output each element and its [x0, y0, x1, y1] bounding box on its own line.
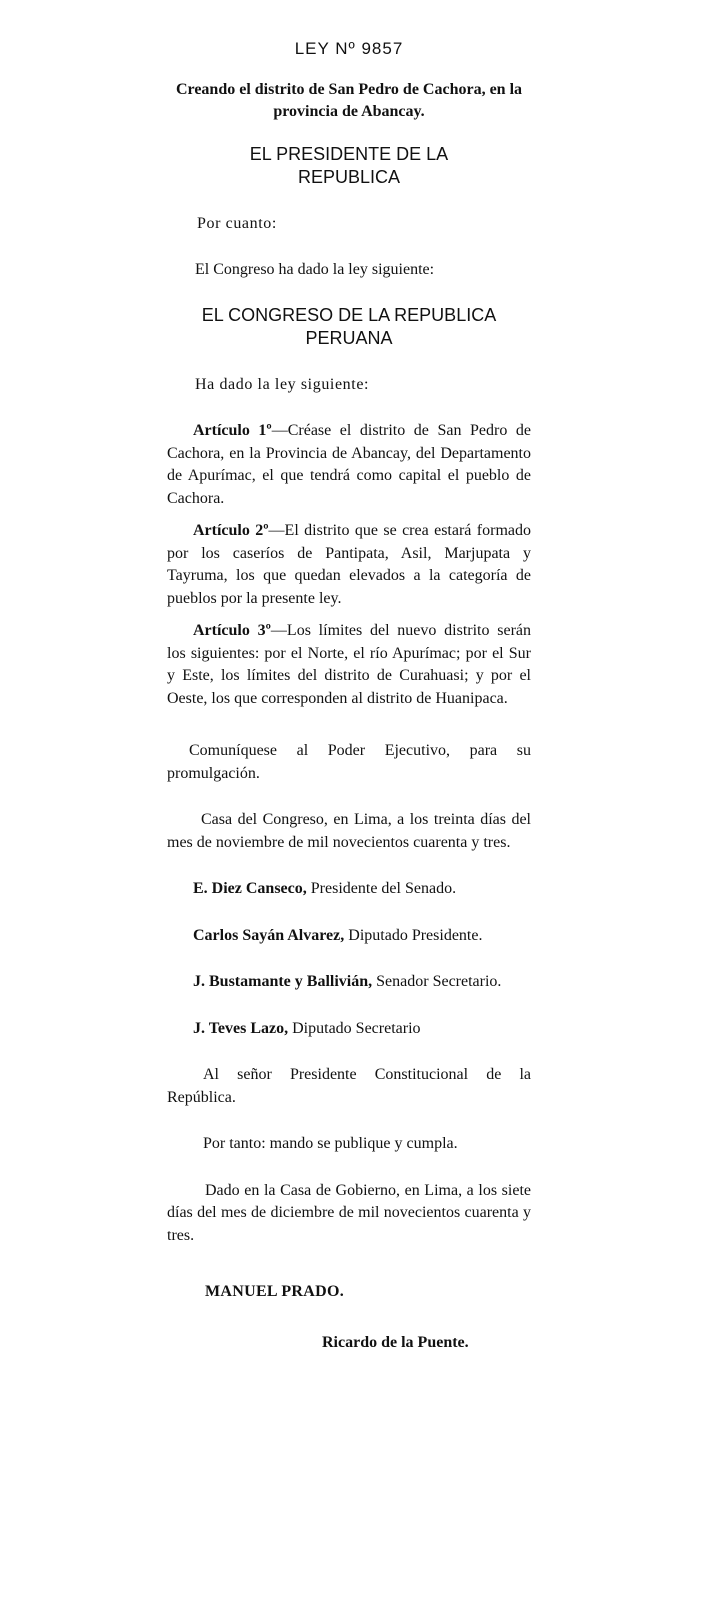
article-1-label: Artículo 1º [193, 422, 272, 439]
por-cuanto: Por cuanto: [197, 214, 277, 232]
article-1-text: —Créase el distrito de San Pedro de Cachora, en la Provincia de Abancay, del Departamento de Apurímac, el que tendrá como capital el pueblo de Cachora. [167, 422, 531, 507]
signatory-1-name: E. Diez Canseco, [193, 880, 307, 897]
ha-dado: Ha dado la ley siguiente: [195, 375, 370, 393]
casa-congreso: Casa del Congreso, en Lima, a los treinta días del mes de noviembre de mil novecientos cuarenta y tres. [167, 811, 531, 851]
article-3-label: Artículo 3º [193, 622, 271, 639]
signatory-1-role: Presidente del Senado. [310, 880, 457, 897]
dado-en: Dado en la Casa de Gobierno, en Lima, a los siete días del mes de diciembre de mil novecientos cuarenta y tres. [167, 1181, 531, 1244]
signatory-3-name: J. Bustamante y Ballivián, [193, 973, 373, 990]
signatory-4-role: Diputado Secretario [292, 1019, 421, 1037]
signatory-4 [167, 1018, 531, 1041]
signatory-2-role: Diputado Presidente. [348, 926, 483, 944]
congress-heading: EL CONGRESO DE LA REPUBLICA PERUANA [201, 304, 497, 348]
signature-ricardo-de-la-puente: Ricardo de la Puente. [322, 1333, 469, 1351]
article-3-text: —Los límites del nuevo distrito serán los siguientes: por el Norte, el río Apurímac; por el Sur y Este, los límites del distrito de Curahuasi; y por el Oeste, los que corresponden al distrito de Huanipaca. [167, 622, 532, 707]
signature-manuel-prado: MANUEL PRADO. [205, 1283, 345, 1300]
signatory-1 [167, 878, 531, 901]
law-subtitle: Creando el distrito de San Pedro de Cachora, en la provincia de Abancay. [175, 80, 523, 120]
signatory-4-name: J. Teves Lazo, [193, 1019, 289, 1037]
signatory-3-role: Senador Secretario. [376, 973, 502, 990]
signatory-2 [167, 925, 531, 948]
law-column [167, 0, 531, 1354]
article-2-label: Artículo 2º [193, 522, 269, 539]
article-2 [167, 520, 531, 610]
comuniquese: Comuníquese al Poder Ejecutivo, para su promulgación. [167, 742, 531, 782]
al-senor: Al señor Presidente Constitucional de la República. [167, 1066, 531, 1106]
article-3 [167, 620, 531, 710]
signatory-2-name: Carlos Sayán Alvarez, [193, 926, 345, 944]
article-1 [167, 420, 531, 510]
congress-gave: El Congreso ha dado la ley siguiente: [195, 261, 435, 278]
article-2-text: —El distrito que se crea estará formado por los caseríos de Pantipata, Asil, Marjupata y Tayruma, los que quedan elevados a la categoría de pueblos por la presente ley. [167, 522, 532, 607]
law-number: LEY Nº 9857 [294, 39, 404, 58]
president-heading: EL PRESIDENTE DE LA REPUBLICA [249, 143, 449, 187]
por-tanto: Por tanto: mando se publique y cumpla. [203, 1135, 458, 1152]
signatory-3 [167, 971, 531, 994]
